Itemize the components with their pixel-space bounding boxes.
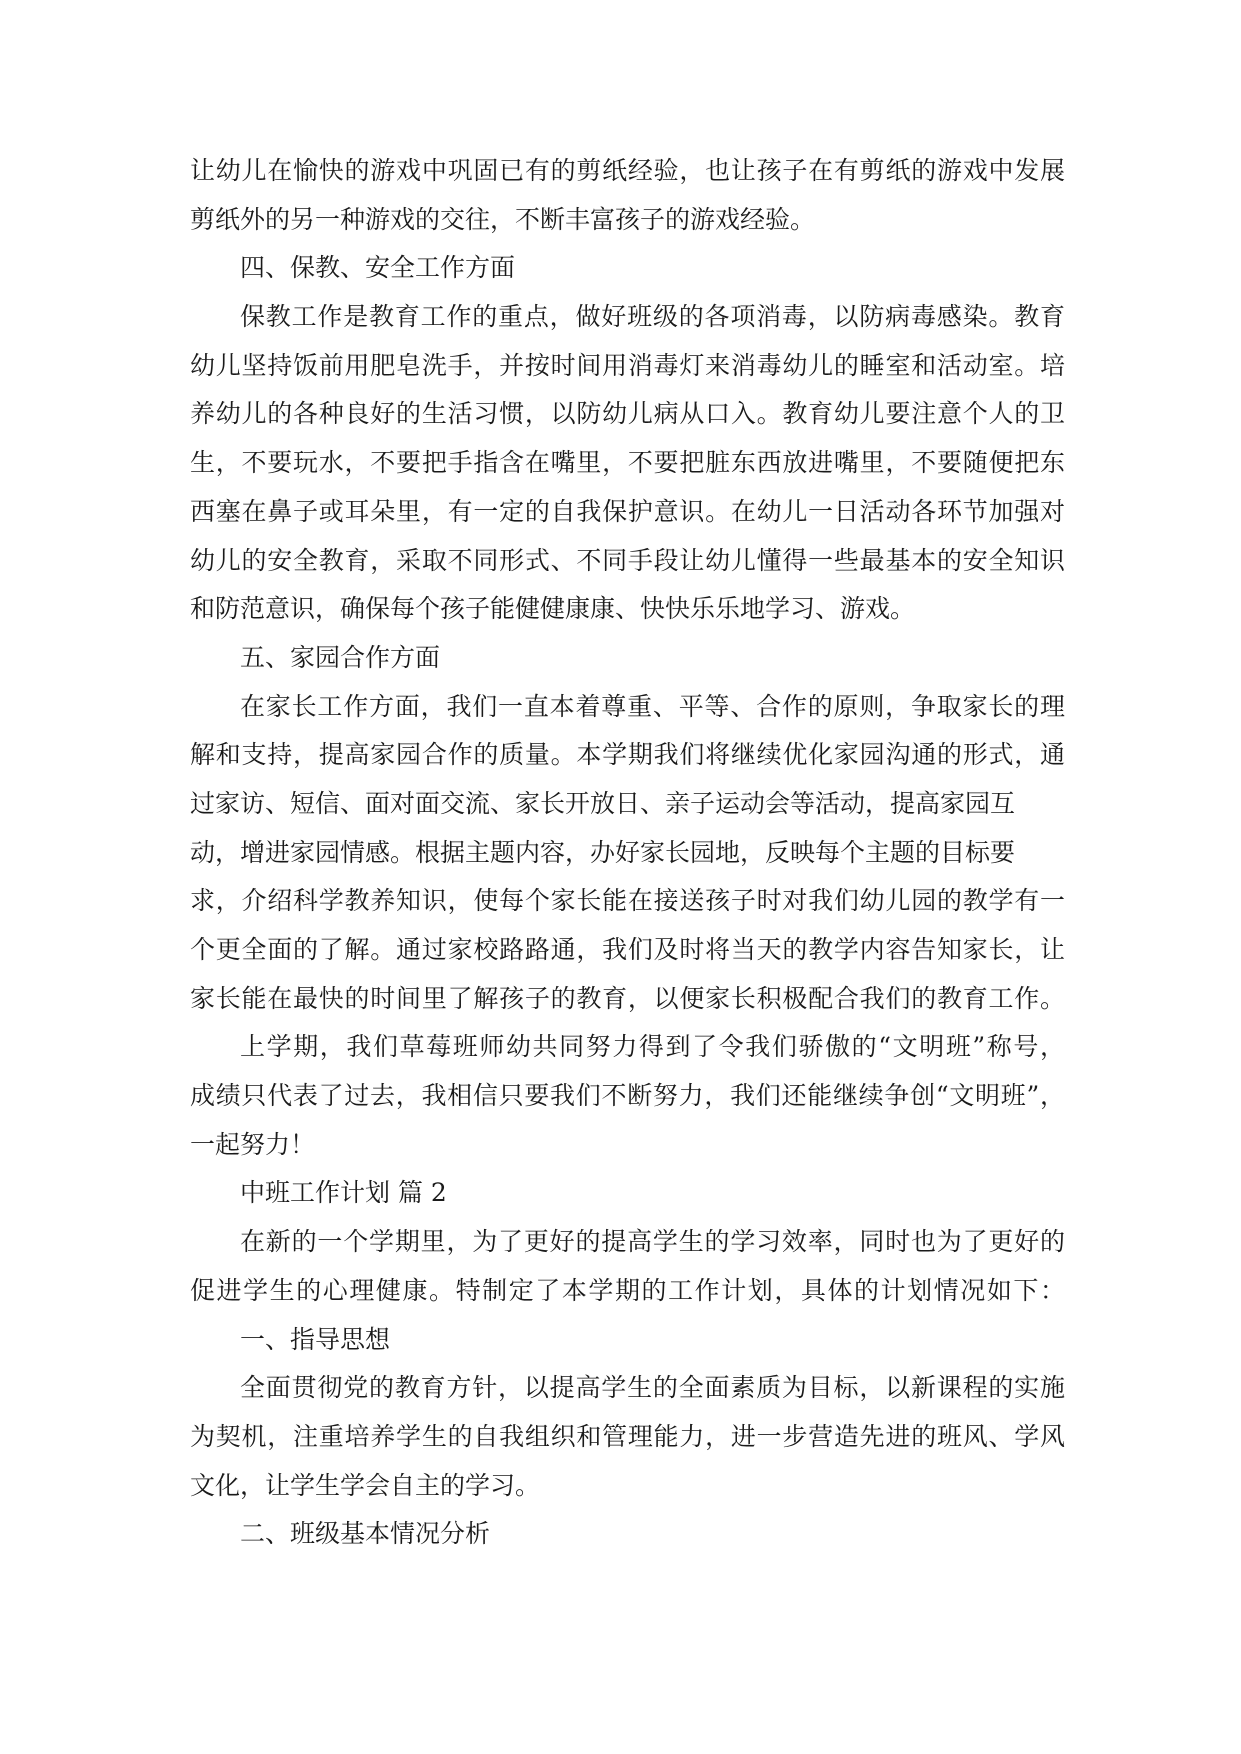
paragraph-line: 剪纸外的另一种游戏的交往，不断丰富孩子的游戏经验。: [190, 204, 816, 234]
paragraph-line: 上学期，我们草莓班师幼共同努力得到了令我们骄傲的“文明班”称号，: [240, 1032, 1065, 1062]
paragraph-line: 过家访、短信、面对面交流、家长开放日、亲子运动会等活动，提高家园互: [190, 788, 1016, 818]
paragraph-line: 一起努力！: [190, 1129, 316, 1159]
section-heading: 二、班级基本情况分析: [240, 1519, 491, 1549]
paragraph-line: 为契机，注重培养学生的自我组织和管理能力，进一步营造先进的班风、学风: [190, 1421, 1065, 1451]
paragraph-line: 保教工作是教育工作的重点，做好班级的各项消毒，以防病毒感染。教育: [240, 302, 1065, 332]
section-heading: 五、家园合作方面: [240, 642, 441, 672]
paragraph-line: 全面贯彻党的教育方针，以提高学生的全面素质为目标，以新课程的实施: [240, 1373, 1065, 1403]
section-heading: 四、保教、安全工作方面: [240, 253, 516, 283]
paragraph-line: 幼儿坚持饭前用肥皂洗手，并按时间用消毒灯来消毒幼儿的睡室和活动室。培: [190, 350, 1065, 380]
paragraph-line: 和防范意识，确保每个孩子能健健康康、快快乐乐地学习、游戏。: [190, 594, 916, 624]
paragraph-line: 家长能在最快的时间里了解孩子的教育，以便家长积极配合我们的教育工作。: [190, 983, 1065, 1013]
paragraph-line: 解和支持，提高家园合作的质量。本学期我们将继续优化家园沟通的形式，通: [190, 740, 1065, 770]
paragraph-line: 在家长工作方面，我们一直本着尊重、平等、合作的原则，争取家长的理: [240, 691, 1065, 721]
paragraph-line: 西塞在鼻子或耳朵里，有一定的自我保护意识。在幼儿一日活动各环节加强对: [190, 496, 1065, 526]
document-body: [190, 147, 1065, 1559]
paragraph-line: 文化，让学生学会自主的学习。: [190, 1470, 541, 1500]
paragraph-line: 在新的一个学期里，为了更好的提高学生的学习效率，同时也为了更好的: [240, 1227, 1065, 1257]
paragraph-line: 促进学生的心理健康。特制定了本学期的工作计划，具体的计划情况如下：: [190, 1275, 1065, 1305]
document-subtitle: 中班工作计划 篇 2: [240, 1178, 447, 1208]
paragraph-line: 个更全面的了解。通过家校路路通，我们及时将当天的教学内容告知家长，让: [190, 935, 1065, 964]
paragraph-line: 成绩只代表了过去，我相信只要我们不断努力，我们还能继续争创“文明班”，: [190, 1081, 1065, 1111]
section-heading: 一、指导思想: [240, 1324, 391, 1354]
paragraph-line: 养幼儿的各种良好的生活习惯，以防幼儿病从口入。教育幼儿要注意个人的卫: [190, 399, 1065, 429]
paragraph-line: 幼儿的安全教育，采取不同形式、不同手段让幼儿懂得一些最基本的安全知识: [190, 545, 1065, 575]
paragraph-line: 动，增进家园情感。根据主题内容，办好家长园地，反映每个主题的目标要: [190, 837, 1016, 867]
paragraph-line: 让幼儿在愉快的游戏中巩固已有的剪纸经验，也让孩子在有剪纸的游戏中发展: [190, 156, 1065, 185]
paragraph-line: 求，介绍科学教养知识，使每个家长能在接送孩子时对我们幼儿园的教学有一: [190, 886, 1065, 916]
paragraph-line: 生，不要玩水，不要把手指含在嘴里，不要把脏东西放进嘴里，不要随便把东: [190, 448, 1065, 478]
